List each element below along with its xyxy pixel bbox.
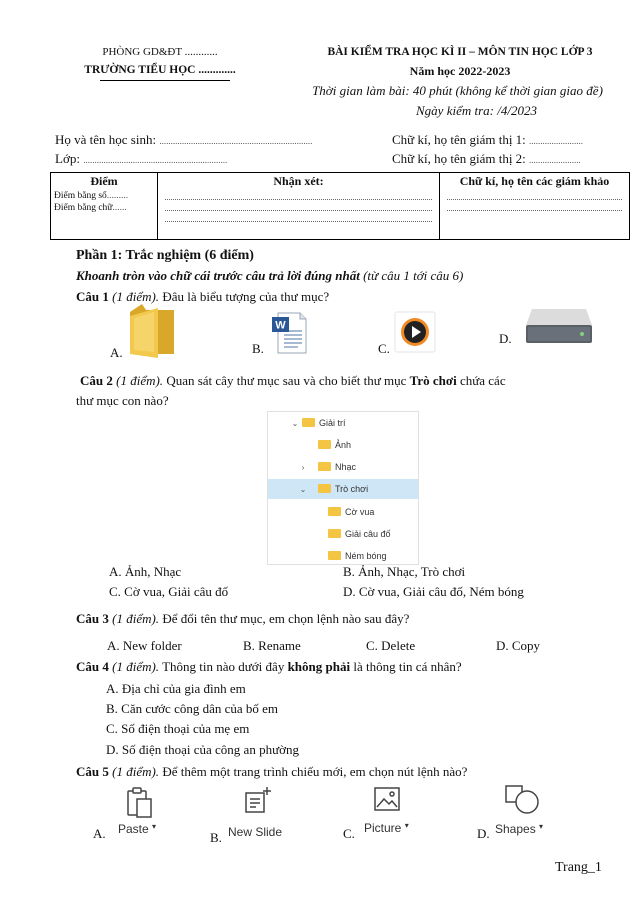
- q5-option-a[interactable]: A.: [93, 826, 106, 841]
- q3-option-c[interactable]: C. Delete: [366, 638, 416, 653]
- q1-option-b[interactable]: B.: [252, 341, 264, 356]
- new-slide-button[interactable]: New Slide: [228, 825, 283, 839]
- school-underline: [100, 80, 230, 81]
- tree-node-tro-choi[interactable]: ⌄ Trò chơi: [268, 479, 418, 499]
- score-header: Điểm: [90, 174, 118, 188]
- folder-icon: [302, 418, 315, 427]
- paste-icon: [125, 787, 155, 824]
- proctor1-line: Chữ kí, họ tên giám thị 1: ........................: [392, 132, 584, 147]
- q1-option-a[interactable]: A.: [110, 345, 123, 360]
- shapes-icon: [503, 783, 541, 820]
- q4-points: (1 điểm).: [112, 659, 160, 674]
- q1-points: (1 điểm).: [112, 289, 160, 304]
- q3-option-a[interactable]: A. New folder: [107, 638, 182, 653]
- folder-icon: [318, 462, 331, 471]
- new-slide-icon: [243, 785, 273, 820]
- q5-points: (1 điểm).: [112, 764, 160, 779]
- score-cell: Điểm Điểm bằng số......... Điểm bằng chữ......: [51, 173, 158, 240]
- q2-option-d[interactable]: D. Cờ vua, Giải câu đố, Ném bóng: [343, 584, 524, 599]
- shapes-button[interactable]: Shapes ▾: [495, 822, 544, 836]
- q2-text-line2: thư mục con nào?: [76, 393, 169, 408]
- score-word-label: Điểm bằng chữ: [54, 203, 113, 213]
- page-number: Trang_1: [555, 860, 602, 875]
- q4-option-d[interactable]: D. Số điện thoại của công an phường: [106, 742, 299, 757]
- q4-text: Thông tin nào dưới đây: [162, 659, 285, 674]
- exam-date: Ngày kiểm tra: /4/2023: [416, 103, 537, 118]
- q1-label: Câu 1: [76, 289, 109, 304]
- q3-option-b[interactable]: B. Rename: [243, 638, 301, 653]
- proctor2-label: Chữ kí, họ tên giám thị 2:: [392, 151, 526, 166]
- student-name-line: Họ và tên học sinh: ....................................................................: [55, 132, 313, 147]
- folder-icon: [318, 440, 331, 449]
- q3-option-d[interactable]: D. Copy: [496, 638, 541, 653]
- paste-button[interactable]: Paste ▾: [118, 822, 157, 836]
- q1-option-c[interactable]: C.: [378, 341, 390, 356]
- folder-icon: [328, 529, 341, 538]
- media-player-icon: [394, 311, 436, 358]
- score-number-label: Điểm bằng số: [54, 191, 107, 201]
- comment-cell: [158, 173, 440, 240]
- tree-node-nem-bong[interactable]: Ném bóng: [268, 546, 418, 566]
- dropdown-caret-icon: ▾: [152, 822, 157, 831]
- q4-label: Câu 4: [76, 659, 109, 674]
- q4-option-b[interactable]: B. Căn cước công dân của bố em: [106, 701, 279, 716]
- exam-title: BÀI KIỂM TRA HỌC KÌ II – MÔN TIN HỌC LỚP 3: [327, 46, 593, 58]
- q5-label: Câu 5: [76, 764, 109, 779]
- tree-node-nhac[interactable]: › Nhạc: [268, 457, 418, 477]
- q2-text-after: chứa các: [459, 373, 506, 388]
- q4-option-c[interactable]: C. Số điện thoại của mẹ em: [106, 721, 250, 736]
- picture-icon: [373, 786, 403, 817]
- q2-option-a[interactable]: A. Ảnh, Nhạc: [109, 564, 182, 579]
- instruction-range: (từ câu 1 tới câu 6): [363, 268, 464, 283]
- exam-duration: Thời gian làm bài: 40 phút (không kể thời gian giao đề): [312, 83, 603, 98]
- proctor2-line: Chữ kí, họ tên giám thị 2: .......................: [392, 151, 581, 166]
- q2-text: Quan sát cây thư mục sau và cho biết thư mục: [166, 373, 407, 388]
- school-year: Năm học 2022-2023: [409, 64, 511, 78]
- examiner-header: Chữ kí, họ tên các giám khảo: [459, 174, 610, 188]
- q4-text-bold: không phải: [287, 659, 351, 674]
- student-class-line: Lớp: ................................................................: [55, 151, 228, 166]
- chevron-down-icon[interactable]: ⌄: [291, 419, 299, 428]
- q4-text-after: là thông tin cá nhân?: [353, 659, 462, 674]
- hard-drive-icon: [524, 305, 594, 352]
- score-table: [50, 172, 630, 240]
- tree-node-co-vua[interactable]: Cờ vua: [268, 502, 418, 522]
- chevron-right-icon[interactable]: ›: [301, 463, 305, 472]
- question-2: [80, 373, 506, 389]
- folder-tree: [267, 411, 419, 565]
- dropdown-caret-icon: ▾: [404, 821, 409, 830]
- q5-option-c[interactable]: C.: [343, 826, 355, 841]
- folder-icon: [328, 551, 341, 560]
- tree-node-giai-tri[interactable]: ⌄ Giải trí: [268, 413, 418, 433]
- question-4: [76, 659, 462, 675]
- part1-instruction: [76, 268, 463, 284]
- q2-label: Câu 2: [80, 373, 113, 388]
- svg-text:W: W: [275, 319, 286, 332]
- examiner-cell: [440, 173, 630, 240]
- instruction-text: Khoanh tròn vào chữ cái trước câu trả lời đúng nhất: [76, 268, 360, 283]
- tree-node-giai-cau-do[interactable]: Giải câu đố: [268, 524, 418, 544]
- folder-icon: [128, 302, 176, 365]
- folder-icon: [328, 507, 341, 516]
- part1-title: Phần 1: Trắc nghiệm (6 điểm): [76, 248, 254, 263]
- word-document-icon: [270, 311, 308, 360]
- q1-text: Đâu là biểu tượng của thư mục?: [162, 289, 330, 304]
- picture-button[interactable]: Picture ▾: [364, 821, 409, 835]
- q5-option-d[interactable]: D.: [477, 826, 490, 841]
- question-1: [76, 289, 329, 305]
- q3-label: Câu 3: [76, 611, 109, 626]
- tree-node-anh[interactable]: Ảnh: [268, 435, 418, 455]
- chevron-down-icon[interactable]: ⌄: [299, 485, 307, 494]
- q3-points: (1 điểm).: [112, 611, 160, 626]
- student-name-label: Họ và tên học sinh:: [55, 132, 157, 147]
- q3-text: Để đổi tên thư mục, em chọn lệnh nào sau đây?: [162, 611, 410, 626]
- question-3: [76, 611, 409, 627]
- q2-points: (1 điểm).: [116, 373, 164, 388]
- question-5: [76, 764, 467, 780]
- q2-option-c[interactable]: C. Cờ vua, Giải câu đố: [109, 584, 229, 599]
- q2-text-bold: Trò chơi: [409, 373, 457, 388]
- school-name: TRƯỜNG TIỂU HỌC .............: [84, 64, 236, 76]
- proctor1-label: Chữ kí, họ tên giám thị 1:: [392, 132, 526, 147]
- q4-option-a[interactable]: A. Địa chỉ của gia đình em: [106, 681, 246, 696]
- q1-option-d[interactable]: D.: [499, 331, 512, 346]
- q5-option-b[interactable]: B.: [210, 830, 222, 845]
- q5-text: Để thêm một trang trình chiếu mới, em chọn nút lệnh nào?: [162, 764, 468, 779]
- dept-name: PHÒNG GD&ĐT ............: [102, 46, 218, 58]
- q2-option-b[interactable]: B. Ảnh, Nhạc, Trò chơi: [343, 564, 466, 579]
- folder-icon: [318, 484, 331, 493]
- comment-header: Nhận xét:: [273, 174, 324, 188]
- dropdown-caret-icon: ▾: [539, 822, 544, 831]
- student-class-label: Lớp:: [55, 151, 80, 166]
